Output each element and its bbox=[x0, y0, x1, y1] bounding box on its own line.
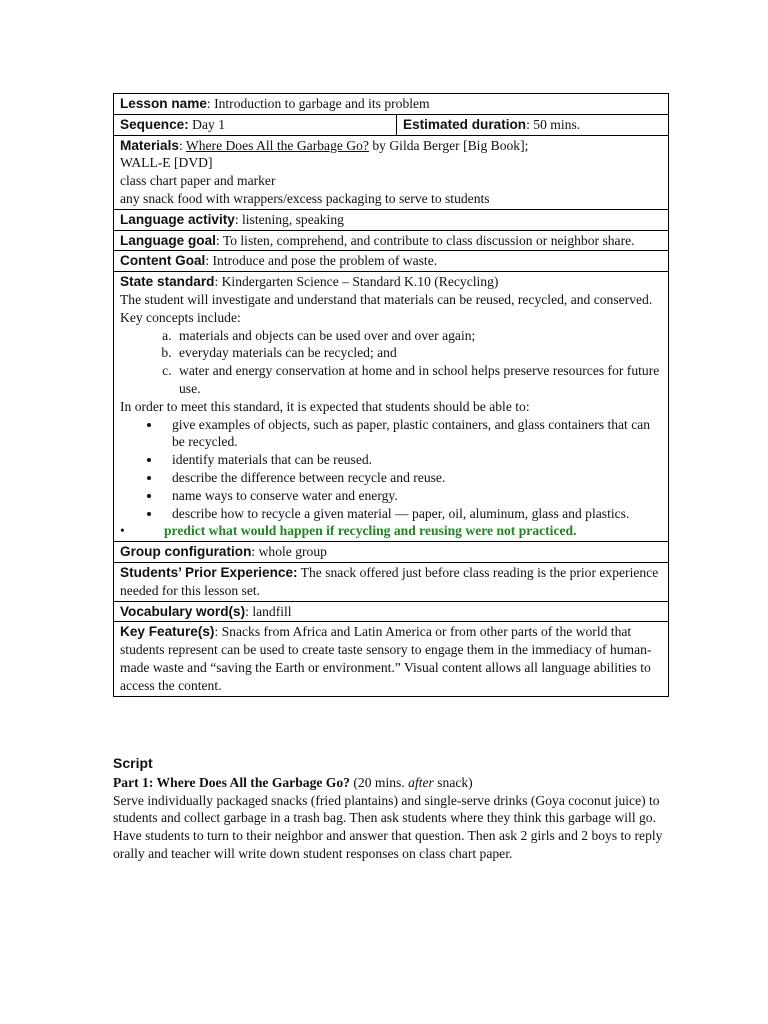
list-item: • describe how to recycle a given material — paper, oil, aluminum, glass and plastics. bbox=[162, 505, 662, 523]
row-language-goal bbox=[114, 230, 669, 251]
language-activity-label: Language activity bbox=[120, 211, 235, 227]
content-goal-label: Content Goal bbox=[120, 253, 206, 269]
sequence-value: Day 1 bbox=[188, 116, 225, 132]
lesson-name-value: : Introduction to garbage and its problem bbox=[206, 96, 430, 111]
duration-label: Estimated duration bbox=[403, 116, 527, 132]
key-features-value: : Snacks from Africa and Latin America or from other parts of the world that students represent can be used to create taste sensory to engage them in the immediacy of human-made waste and “saving the Earth or environment.” Visual content allows all language abilities to access the content. bbox=[120, 624, 652, 693]
prior-label: Students’ Prior Experience: bbox=[120, 564, 298, 580]
list-item: • identify materials that can be reused. bbox=[162, 451, 662, 469]
list-item: • give examples of objects, such as paper, plastic containers, and glass containers that can be recycled. bbox=[162, 416, 662, 452]
materials-item: WALL-E [DVD] bbox=[120, 155, 213, 171]
script-heading: Script bbox=[113, 755, 153, 771]
part-time-emphasis: after bbox=[408, 774, 434, 790]
part-title: Part 1: Where Does All the Garbage Go? bbox=[113, 774, 350, 790]
row-content-goal bbox=[114, 251, 669, 272]
materials-book-title: Where Does All the Garbage Go? bbox=[185, 137, 369, 153]
row-prior-experience bbox=[114, 562, 669, 601]
key-concepts-list bbox=[120, 327, 662, 398]
list-item: a. materials and objects can be used over and over again; bbox=[175, 327, 662, 345]
materials-item: class chart paper and marker bbox=[120, 173, 276, 189]
script-section bbox=[113, 755, 673, 863]
list-item: • name ways to conserve water and energy. bbox=[162, 487, 662, 505]
list-item: c. water and energy conservation at home and in school helps preserve resources for future use. bbox=[175, 362, 662, 398]
lesson-plan-table bbox=[113, 93, 669, 697]
row-state-standard bbox=[114, 272, 669, 542]
row-vocabulary bbox=[114, 601, 669, 622]
highlighted-expectation bbox=[120, 522, 662, 540]
highlighted-expectation-text: predict what would happen if recycling and reusing were not practiced. bbox=[164, 523, 577, 539]
sequence-label: Sequence: bbox=[120, 116, 189, 132]
key-features-label: Key Feature(s) bbox=[120, 624, 215, 640]
materials-colon: : bbox=[178, 137, 186, 153]
vocab-label: Vocabulary word(s) bbox=[120, 603, 246, 619]
materials-item: any snack food with wrappers/excess packaging to serve to students bbox=[120, 190, 490, 206]
row-materials bbox=[114, 135, 669, 209]
part-heading bbox=[113, 774, 673, 792]
duration-value: : 50 mins. bbox=[526, 116, 581, 132]
prior-value: The snack offered just before class reading is the prior experience needed for this lesson set. bbox=[120, 564, 659, 598]
bullet-glyph: • bbox=[120, 523, 125, 539]
language-activity-value: : listening, speaking bbox=[234, 211, 344, 227]
row-group-configuration bbox=[114, 542, 669, 563]
row-lesson-name bbox=[114, 94, 669, 115]
language-goal-value: : To listen, comprehend, and contribute to class discussion or neighbor share. bbox=[215, 232, 635, 248]
row-sequence bbox=[114, 114, 669, 135]
standard-label: State standard bbox=[120, 274, 215, 290]
part-time-b: snack) bbox=[433, 774, 473, 790]
language-goal-label: Language goal bbox=[120, 232, 216, 248]
part-time-a: (20 mins. bbox=[349, 774, 409, 790]
group-label: Group configuration bbox=[120, 544, 252, 560]
materials-label: Materials bbox=[120, 137, 179, 153]
expectations-list bbox=[120, 416, 662, 523]
group-value: : whole group bbox=[251, 544, 327, 560]
lesson-name-label: Lesson name bbox=[120, 96, 207, 111]
list-item: • describe the difference between recycle and reuse. bbox=[162, 469, 662, 487]
list-item: b. everyday materials can be recycled; and bbox=[175, 344, 662, 362]
standard-value: : Kindergarten Science – Standard K.10 (Recycling) bbox=[214, 274, 499, 290]
row-key-features bbox=[114, 622, 669, 696]
content-goal-value: : Introduce and pose the problem of waste. bbox=[205, 253, 438, 269]
script-body: Serve individually packaged snacks (fried plantains) and single-serve drinks (Goya coconut juice) to students and collect garbage in a trash bag. Then ask students where they think this garbage will go. Have students to turn to their neighbor and answer that question. Then ask 2 girls and 2 boys to reply orally and teacher will write down student responses on class chart paper. bbox=[113, 792, 663, 861]
row-language-activity bbox=[114, 209, 669, 230]
materials-book-rest: by Gilda Berger [Big Book]; bbox=[368, 137, 529, 153]
expectation-intro: In order to meet this standard, it is expected that students should be able to: bbox=[120, 398, 530, 414]
standard-intro: The student will investigate and understand that materials can be reused, recycled, and conserved. Key concepts include: bbox=[120, 291, 653, 325]
vocab-value: : landfill bbox=[245, 603, 292, 619]
